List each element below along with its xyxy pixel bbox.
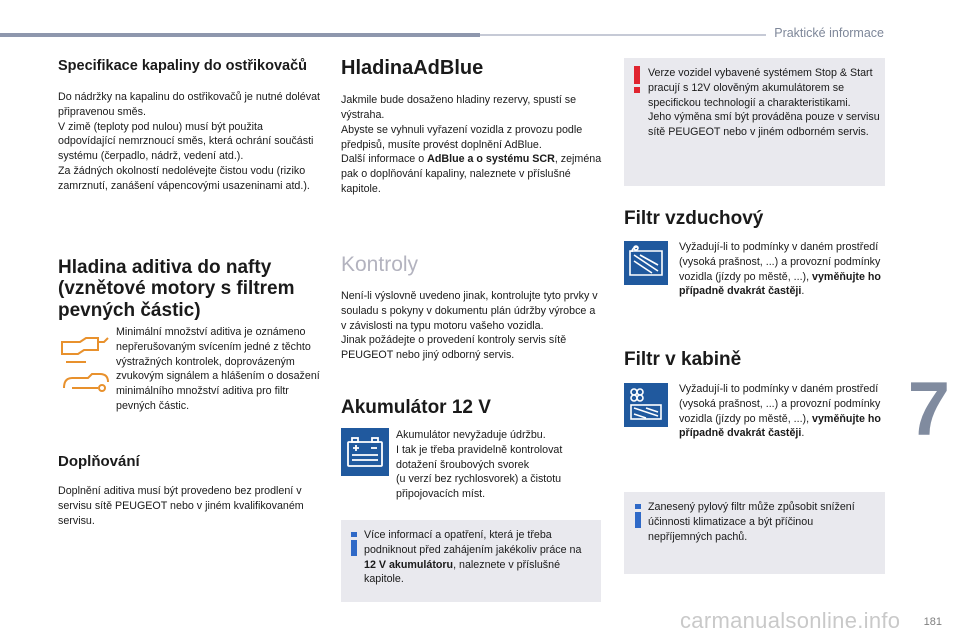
adblue-text-bold: AdBlue a o systému SCR xyxy=(427,153,555,166)
additive-title: Hladina aditiva do nafty (vznětové motory s filtrem pevných částic) xyxy=(58,257,295,321)
stop-start-warning-notice xyxy=(624,58,885,186)
battery-info-bold: 12 V akumulátoru xyxy=(364,558,454,571)
page-number: 181 xyxy=(923,616,942,628)
cabin-filter-period: . xyxy=(801,427,805,440)
additive-section xyxy=(58,257,320,321)
washer-fluid-text: Do nádržky na kapalinu do ostřikovačů je nutné dolévat připravenou směs. V zimě (teploty pod nulou) musí být použita odpovídající nemrznoucí směs, která ochrání součásti systému (čerpadlo, nádrž, vedení atd.). Za žádných okolností nedolévejte čistou vodu (riziko zamrznutí, zanášení vápencovými usazeninami atd.). xyxy=(58,91,321,192)
checks-section xyxy=(341,253,603,363)
cabin-filter-text-block xyxy=(679,382,884,441)
air-filter-icon xyxy=(624,241,668,285)
adblue-section xyxy=(341,57,603,197)
cabin-filter-text-part: Vyžadují-li to podmínky v daném prostředí (vysoká prašnost, ...) a provozní podmínky vozidla (jízdy po městě, ...), xyxy=(679,383,881,425)
washer-fluid-section xyxy=(58,58,320,193)
washer-fluid-title: Specifikace kapaliny do ostřikovačů xyxy=(58,58,308,74)
battery-info-text xyxy=(364,528,592,587)
header-bar xyxy=(0,33,480,37)
air-filter-period: . xyxy=(801,285,805,298)
battery-text-block xyxy=(396,428,603,502)
cabin-filter-section xyxy=(624,349,886,370)
cabin-filter-title: Filtr v kabině xyxy=(624,349,742,370)
battery-section xyxy=(341,397,603,418)
checks-text: Není-li výslovně uvedeno jinak, kontrolujte tyto prvky v souladu s pokyny v dokumentu plán údržby výrobce a v závislosti na typu motoru vašeho vozidla. Jinak požádejte o provedení kontroly servis sítě PEUGEOT nebo jiný odborný servis. xyxy=(341,290,598,362)
additive-warning-icons xyxy=(58,330,114,400)
battery-info-part2: , naleznete v příslušné kapitole. xyxy=(364,558,561,586)
watermark: carmanualsonline.info xyxy=(680,608,901,633)
adblue-text-part1: Jakmile bude dosaženo hladiny rezervy, spustí se výstraha. Abyste se vyhnuli vyřazení vozidla z provozu podle předpisů, musíte provést doplnění AdBlue. Další informace o xyxy=(341,94,583,166)
info-icon xyxy=(632,504,644,533)
cabin-filter-text xyxy=(679,382,884,441)
air-filter-text xyxy=(679,240,884,299)
cabin-filter-bold: vyměňujte ho případně dvakrát častěji xyxy=(679,412,881,440)
battery-text: Akumulátor nevyžaduje údržbu. I tak je třeba pravidelně kontrolovat dotažení šroubových svorek (u verzí bez rychlosvorek) a čistotu připojovacích míst. xyxy=(396,429,563,501)
chapter-number: 7 xyxy=(907,367,950,452)
battery-title: Akumulátor 12 V xyxy=(341,397,491,418)
refill-section xyxy=(58,453,320,528)
air-filter-bold: vyměňujte ho případně dvakrát častěji xyxy=(679,270,881,298)
air-filter-text-part: Vyžadují-li to podmínky v daném prostředí (vysoká prašnost, ...) a provozní podmínky vozidla (jízdy po městě, ...), xyxy=(679,241,881,283)
stop-start-warning-text: Verze vozidel vybavené systémem Stop & Start pracují s 12V olověným akumulátorem se specifickou technologií a charakteristikami. Jeho výměna smí být prováděna pouze v servisu sítě PEUGEOT nebo v jiném odborném servis. xyxy=(648,67,880,139)
adblue-text-part2: , zejména pak o doplňování kapaliny, naleznete v příslušné kapitole. xyxy=(341,153,602,195)
cabin-filter-info-notice xyxy=(624,492,885,574)
refill-title: Doplňování xyxy=(58,453,140,470)
additive-warning-icon xyxy=(58,330,114,400)
battery-info-notice xyxy=(341,520,601,602)
air-filter-section xyxy=(624,208,886,229)
air-filter-title: Filtr vzduchový xyxy=(624,208,764,229)
section-title: Praktické informace xyxy=(774,26,884,40)
warning-icon xyxy=(633,66,641,99)
additive-text: Minimální množství aditiva je oznámeno nepřerušovaným svícením jedné z těchto výstražných kontrolek, doprovázeným zvukovým signálem a hlášením o dosažení minimálního množství aditiva pro filtr pevných částic. xyxy=(116,326,320,412)
info-icon xyxy=(348,532,360,561)
adblue-text xyxy=(341,93,603,196)
cabin-filter-icon xyxy=(624,383,668,427)
refill-text: Doplnění aditiva musí být provedeno bez prodlení v servisu sítě PEUGEOT nebo v jiném kvalifikovaném servisu. xyxy=(58,485,304,527)
adblue-title: HladinaAdBlue xyxy=(341,57,484,79)
checks-title: Kontroly xyxy=(341,253,419,276)
cabin-filter-info-text: Zanesený pylový filtr může způsobit snížení účinnosti klimatizace a být příčinou nepříjemných pachů. xyxy=(648,501,855,543)
additive-text-block xyxy=(116,325,320,414)
battery-icon xyxy=(341,428,389,476)
battery-info-part1: Více informací a opatření, která je třeba podniknout před zahájením jakékoliv práce na xyxy=(364,529,582,556)
header-line xyxy=(480,34,766,36)
air-filter-text-block xyxy=(679,240,884,299)
